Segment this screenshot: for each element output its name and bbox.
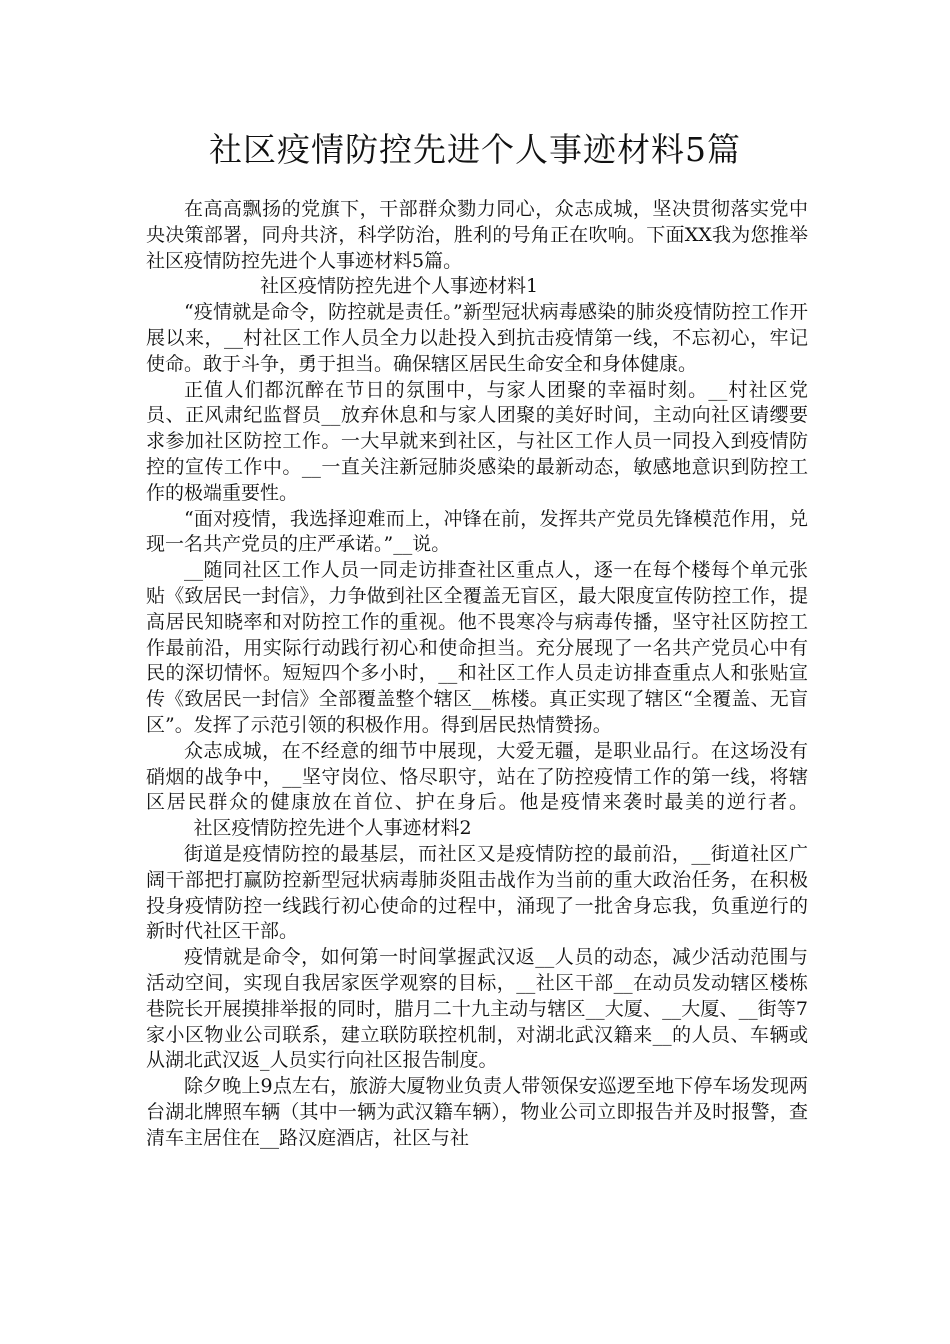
document-title: 社区疫情防控先进个人事迹材料5篇 <box>209 130 741 169</box>
paragraph-2-2: 疫情就是命令，如何第一时间掌握武汉返__人员的动态，减少活动范围与活动空间，实现自我居家医学观察的目标，__社区干部__在动员发动辖区楼栋巷院长开展摸排举报的同时，腊月二十九主动与辖区__大厦、__大厦、__街等7家小区物业公司联系，建立联防联控机制，对湖北武汉籍来__的人员、车辆或从湖北武汉返_人员实行向社区报告制度。 <box>146 946 808 1072</box>
section-heading-1: 社区疫情防控先进个人事迹材料1 <box>260 275 539 298</box>
section-heading-2: 社区疫情防控先进个人事迹材料2 <box>193 817 472 840</box>
document-body <box>146 197 808 1151</box>
paragraph-1-2: 正值人们都沉醉在节日的氛围中，与家人团聚的幸福时刻。__村社区党员、正风肃纪监督员__放弃休息和与家人团聚的美好时间，主动向社区请缨要求参加社区防控工作。一大早就来到社区，与社区工作人员一同投入到疫情防控的宣传工作中。__一直关注新冠肺炎感染的最新动态，敏感地意识到防控工作的极端重要性。 <box>146 378 808 504</box>
paragraph-2-1: 街道是疫情防控的最基层，而社区又是疫情防控的最前沿，__街道社区广阔干部把打赢防控新型冠状病毒肺炎阻击战作为当前的重大政治任务，在积极投身疫情防控一线践行初心使命的过程中，涌现了一批舍身忘我，负重逆行的新时代社区干部。 <box>146 842 808 943</box>
paragraph-2-3: 除夕晚上9点左右，旅游大厦物业负责人带领保安巡逻至地下停车场发现两台湖北牌照车辆（其中一辆为武汉籍车辆），物业公司立即报告并及时报警，查清车主居住在__路汉庭酒店，社区与社 <box>146 1075 808 1149</box>
paragraph-1-5-text: 众志成城，在不经意的细节中展现，大爱无疆，是职业品行。在这场没有硝烟的战争中，__坚守岗位、恪尽职守，站在了防控疫情工作的第一线，将辖区居民群众的健康放在首位、护在身后。他是疫情来袭时最美的逆行者。 <box>146 739 808 814</box>
paragraph-1-1: “疫情就是命令，防控就是责任。”新型冠状病毒感染的肺炎疫情防控工作开展以来，__村社区工作人员全力以赴投入到抗击疫情第一线，不忘初心，牢记使命。敢于斗争，勇于担当。确保辖区居民生命安全和身体健康。 <box>146 301 808 375</box>
paragraph-1-5 <box>146 739 808 842</box>
paragraph-intro: 在高高飘扬的党旗下，干部群众勠力同心，众志成城，坚决贯彻落实党中央决策部署，同舟共济，科学防治，胜利的号角正在吹响。下面XX我为您推举社区疫情防控先进个人事迹材料5篇。 <box>146 198 808 272</box>
paragraph-1-3: “面对疫情，我选择迎难而上，冲锋在前，发挥共产党员先锋模范作用，兑现一名共产党员的庄严承诺。”__说。 <box>146 507 808 556</box>
paragraph-1-4: __随同社区工作人员一同走访排查社区重点人，逐一在每个楼每个单元张贴《致居民一封信》，力争做到社区全覆盖无盲区，最大限度宣传防控工作，提高居民知晓率和对防控工作的重视。他不畏寒冷与病毒传播，坚守社区防控工作最前沿，用实际行动践行初心和使命担当。充分展现了一名共产党员心中有民的深切情怀。短短四个多小时，__和社区工作人员走访排查重点人和张贴宣传《致居民一封信》全部覆盖整个辖区__栋楼。真正实现了辖区“全覆盖、无盲区”。发挥了示范引领的积极作用。得到居民热情赞扬。 <box>146 559 808 736</box>
